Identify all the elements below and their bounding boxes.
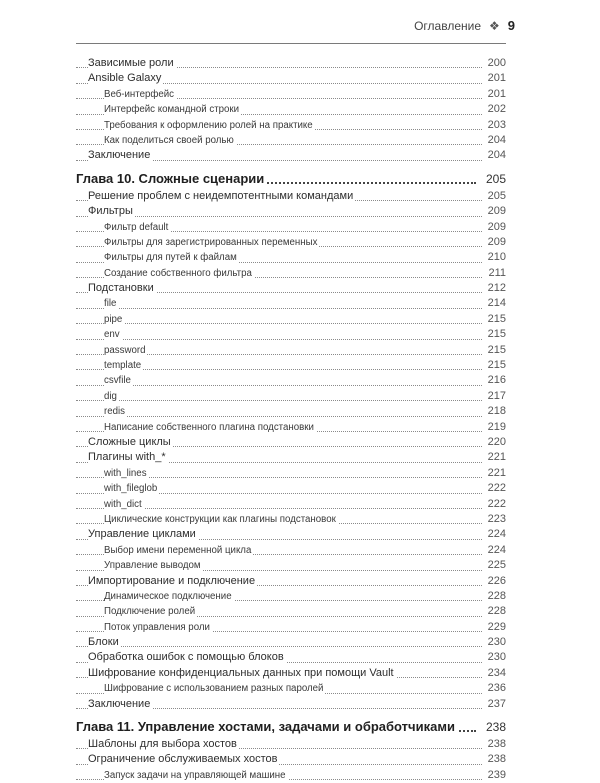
toc-entry-page: 215 (486, 312, 506, 327)
toc-entry-page: 215 (486, 358, 506, 373)
toc-entry-page: 225 (486, 558, 506, 573)
toc-entry-title: Подстановки (88, 281, 156, 296)
toc-entry (76, 71, 506, 86)
toc-entry-title: Подключение ролей (104, 604, 197, 619)
table-of-contents (76, 56, 506, 783)
toc-entry-page: 201 (486, 87, 506, 102)
toc-entry-page: 202 (486, 102, 506, 117)
toc-entry (76, 373, 506, 388)
toc-entry-page: 215 (486, 343, 506, 358)
toc-chapter-entry (76, 169, 506, 189)
toc-entry-page: 205 (486, 189, 506, 204)
toc-entry-title: Глава 10. Сложные сценарии (76, 169, 266, 189)
toc-entry-title: Решение проблем с неидемпотентными командами (88, 189, 355, 204)
dot-leader (76, 646, 482, 647)
toc-entry-title: file (104, 296, 118, 311)
toc-entry-title: with_lines (104, 466, 149, 481)
toc-entry-title: Фильтры для путей к файлам (104, 250, 239, 265)
toc-entry-title: Импортирование и подключение (88, 574, 257, 589)
toc-entry (76, 220, 506, 235)
toc-entry-page: 220 (486, 435, 506, 450)
toc-entry-title: Поток управления роли (104, 620, 212, 635)
toc-entry-title: csvfile (104, 373, 133, 388)
toc-entry-page: 215 (486, 327, 506, 342)
toc-entry-title: Сложные циклы (88, 435, 173, 450)
toc-entry-page: 228 (486, 604, 506, 619)
toc-entry-title: Управление циклами (88, 527, 198, 542)
toc-entry-page: 234 (486, 666, 506, 681)
toc-entry-title: Циклические конструкции как плагины подстановок (104, 512, 338, 527)
toc-entry-page: 200 (486, 56, 506, 71)
toc-entry (76, 312, 506, 327)
toc-entry (76, 512, 506, 527)
toc-entry-page: 230 (486, 635, 506, 650)
toc-entry-page: 238 (484, 717, 506, 737)
toc-entry (76, 681, 506, 696)
toc-entry-page: 219 (486, 420, 506, 435)
toc-entry (76, 697, 506, 712)
toc-entry-page: 204 (486, 148, 506, 163)
toc-entry (76, 420, 506, 435)
toc-entry-page: 228 (486, 589, 506, 604)
toc-entry-title: Ansible Galaxy (88, 71, 163, 86)
toc-entry (76, 604, 506, 619)
toc-entry (76, 768, 506, 783)
toc-entry-page: 209 (486, 220, 506, 235)
toc-entry-title: Шаблоны для выбора хостов (88, 737, 239, 752)
toc-entry-title: Блоки (88, 635, 121, 650)
toc-entry (76, 650, 506, 665)
toc-entry-title: Запуск задачи на управляющей машине (104, 768, 288, 783)
toc-entry-title: Фильтры для зарегистрированных переменных (104, 235, 319, 250)
toc-entry (76, 358, 506, 373)
toc-entry (76, 327, 506, 342)
toc-entry (76, 543, 506, 558)
toc-entry-page: 222 (486, 497, 506, 512)
toc-entry-title: Ограничение обслуживаемых хостов (88, 752, 279, 767)
toc-entry-title: Как поделиться своей ролью (104, 133, 236, 148)
toc-entry (76, 235, 506, 250)
toc-entry (76, 558, 506, 573)
toc-entry (76, 527, 506, 542)
dot-leader (76, 416, 482, 417)
toc-entry-title: dig (104, 389, 119, 404)
toc-entry (76, 204, 506, 219)
toc-entry-title: Интерфейс командной строки (104, 102, 241, 117)
toc-entry-page: 222 (486, 481, 506, 496)
toc-entry-page: 203 (486, 118, 506, 133)
toc-entry-title: Фильтры (88, 204, 135, 219)
toc-entry (76, 589, 506, 604)
toc-entry-title: Динамическое подключение (104, 589, 234, 604)
toc-entry-page: 212 (486, 281, 506, 296)
toc-entry (76, 389, 506, 404)
toc-entry-page: 204 (486, 133, 506, 148)
toc-entry (76, 281, 506, 296)
toc-entry-title: Написание собственного плагина подстановки (104, 420, 316, 435)
toc-entry (76, 450, 506, 465)
toc-entry (76, 56, 506, 71)
toc-entry-page: 230 (486, 650, 506, 665)
toc-entry (76, 250, 506, 265)
toc-entry (76, 752, 506, 767)
toc-entry-page: 211 (486, 266, 506, 281)
toc-entry-title: Глава 11. Управление хостами, задачами и обработчиками (76, 717, 457, 737)
toc-entry-page: 238 (486, 752, 506, 767)
toc-entry-page: 210 (486, 250, 506, 265)
toc-entry-title: with_fileglob (104, 481, 159, 496)
toc-entry-title: Веб-интерфейс (104, 87, 176, 102)
toc-entry (76, 404, 506, 419)
toc-entry-title: password (104, 343, 147, 358)
toc-entry-page: 214 (486, 296, 506, 311)
ornament-icon: ❖ (489, 18, 500, 33)
toc-entry-page: 229 (486, 620, 506, 635)
toc-entry (76, 148, 506, 163)
toc-entry (76, 266, 506, 281)
toc-entry (76, 189, 506, 204)
toc-entry-page: 201 (486, 71, 506, 86)
toc-entry-title: Обработка ошибок с помощью блоков (88, 650, 286, 665)
dot-leader (76, 339, 482, 340)
toc-entry-page: 224 (486, 527, 506, 542)
toc-entry-title: pipe (104, 312, 124, 327)
toc-entry-page: 218 (486, 404, 506, 419)
toc-entry (76, 343, 506, 358)
toc-entry-title: Управление выводом (104, 558, 203, 573)
toc-entry-title: Требования к оформлению ролей на практике (104, 118, 315, 133)
toc-entry-page: 205 (484, 169, 506, 189)
toc-entry (76, 481, 506, 496)
running-head (414, 18, 515, 33)
toc-entry-title: Плагины with_* (88, 450, 168, 465)
toc-entry-page: 238 (486, 737, 506, 752)
dot-leader (76, 216, 482, 217)
toc-entry-title: Шифрование с использованием разных паролей (104, 681, 325, 696)
toc-entry-title: Заключение (88, 697, 152, 712)
toc-entry-title: env (104, 327, 122, 342)
toc-entry-title: with_dict (104, 497, 144, 512)
toc-entry-page: 217 (486, 389, 506, 404)
toc-entry (76, 574, 506, 589)
toc-entry-page: 237 (486, 697, 506, 712)
toc-entry-page: 209 (486, 235, 506, 250)
dot-leader (76, 323, 482, 324)
toc-entry-title: Фильтр default (104, 220, 170, 235)
toc-entry (76, 102, 506, 117)
toc-entry-page: 221 (486, 466, 506, 481)
section-title: Оглавление (414, 18, 481, 33)
toc-entry-title: Шифрование конфиденциальных данных при помощи Vault (88, 666, 396, 681)
toc-entry (76, 620, 506, 635)
toc-entry-title: Зависимые роли (88, 56, 176, 71)
toc-entry (76, 133, 506, 148)
toc-entry (76, 635, 506, 650)
toc-entry-page: 221 (486, 450, 506, 465)
toc-entry-title: redis (104, 404, 127, 419)
toc-entry-page: 224 (486, 543, 506, 558)
toc-entry (76, 87, 506, 102)
toc-entry-page: 239 (486, 768, 506, 783)
toc-entry-title: Создание собственного фильтра (104, 266, 254, 281)
toc-entry-page: 209 (486, 204, 506, 219)
toc-chapter-entry (76, 717, 506, 737)
dot-leader (76, 385, 482, 386)
toc-entry (76, 497, 506, 512)
dot-leader (76, 308, 482, 309)
header-rule (76, 43, 506, 44)
toc-entry (76, 118, 506, 133)
toc-entry-title: Заключение (88, 148, 152, 163)
toc-entry (76, 737, 506, 752)
toc-entry (76, 296, 506, 311)
toc-entry-page: 236 (486, 681, 506, 696)
page-number: 9 (507, 18, 515, 33)
toc-entry-page: 226 (486, 574, 506, 589)
toc-entry (76, 666, 506, 681)
toc-entry-page: 216 (486, 373, 506, 388)
dot-leader (76, 400, 482, 401)
toc-entry-title: template (104, 358, 143, 373)
toc-entry (76, 466, 506, 481)
toc-entry-page: 223 (486, 512, 506, 527)
toc-entry-title: Выбор имени переменной цикла (104, 543, 253, 558)
toc-entry (76, 435, 506, 450)
